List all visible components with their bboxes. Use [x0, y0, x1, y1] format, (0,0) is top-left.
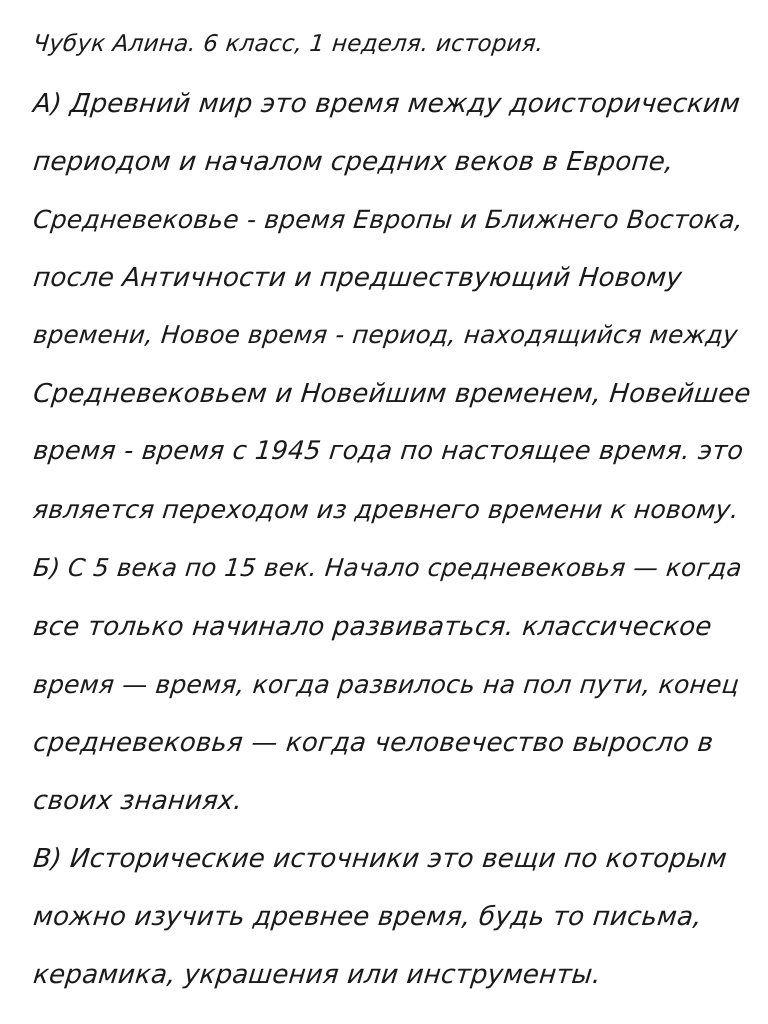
text-line: периодом и началом средних веков в Европе, [31, 147, 676, 177]
text-line: время - время с 1945 года по настоящее время. это [31, 436, 745, 466]
text-line: своих знаниях. [31, 786, 244, 816]
text-line: Б) С 5 века по 15 век. Начало средневековья — когда [31, 553, 744, 582]
text-line: средневековья — когда человечество выросло в [31, 728, 715, 758]
text-line: можно изучить древнее время, будь то письма, [31, 902, 704, 932]
text-line: В) Исторические источники это вещи по которым [31, 844, 729, 874]
text-line: Средневековьем и Новейшим временем, Новейшее [31, 379, 753, 409]
text-line: является переходом из древнего времени к новому. [31, 495, 741, 524]
text-line: все только начинало развиваться. классическое [31, 612, 714, 642]
text-line: время — время, когда развилось на пол пути, конец [31, 670, 741, 699]
text-line: А) Древний мир это время между доисторическим [31, 89, 742, 119]
text-line: Средневековье - время Европы и Ближнего Востока, [31, 205, 745, 234]
text-line: времени, Новое время - период, находящийся между [31, 320, 740, 349]
text-line: керамика, украшения или инструменты. [31, 960, 603, 990]
title-line: Чубук Алина. 6 класс, 1 неделя. история. [31, 31, 545, 57]
text-line: после Античности и предшествующий Новому [31, 263, 684, 293]
